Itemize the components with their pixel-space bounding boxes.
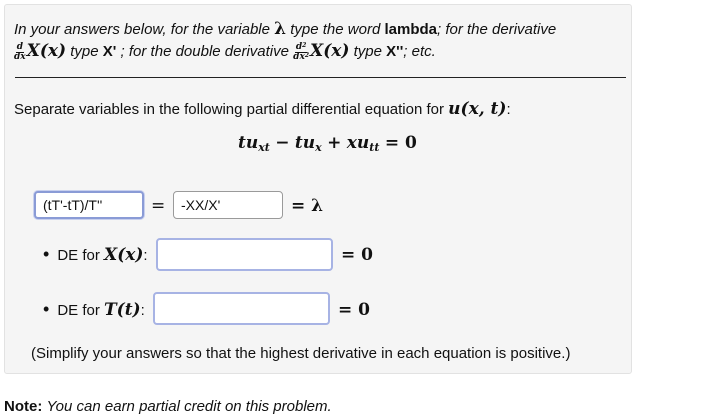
second-derivative-fraction bbox=[293, 43, 309, 62]
eq-subscript: tt bbox=[369, 141, 380, 154]
derivative-fraction bbox=[14, 43, 26, 62]
frac-sup: 2 bbox=[304, 51, 310, 59]
lambda-symbol: λ bbox=[274, 19, 287, 39]
instructions-text: type bbox=[353, 43, 382, 60]
eq-term: tu bbox=[238, 133, 259, 153]
prompt-text: Separate variables in the following partial differential equation for bbox=[14, 101, 444, 118]
eq-term: tu bbox=[294, 133, 316, 153]
partial-credit-note bbox=[4, 398, 332, 415]
eq-op: + bbox=[327, 133, 342, 153]
equals-lambda: = λ bbox=[291, 196, 324, 216]
lambda-word: lambda bbox=[384, 21, 437, 38]
frac-dx: dx bbox=[293, 51, 305, 62]
frac-d: d bbox=[295, 41, 303, 52]
pde-equation bbox=[238, 133, 417, 154]
de-t-input[interactable] bbox=[153, 292, 330, 325]
de-colon: : bbox=[143, 247, 148, 264]
de-t-label bbox=[43, 300, 145, 320]
instructions-text: type bbox=[70, 43, 99, 60]
de-t-rhs: = 0 bbox=[338, 300, 370, 320]
instructions-text: ; for the derivative bbox=[436, 21, 557, 38]
de-x-rhs: = 0 bbox=[341, 245, 373, 265]
bullet-icon: • bbox=[43, 299, 50, 319]
instructions-text: In your answers below, for the variable bbox=[14, 21, 270, 38]
instructions-text: type the word bbox=[290, 21, 381, 38]
de-label-text: DE for bbox=[57, 247, 100, 264]
note-text: You can earn partial credit on this problem. bbox=[46, 398, 332, 415]
bullet-icon: • bbox=[43, 244, 50, 264]
note-label: Note: bbox=[4, 398, 43, 415]
math-X-of-x: X(x) bbox=[104, 245, 144, 265]
eq-subscript: xt bbox=[258, 141, 270, 154]
frac-sup: 2 bbox=[302, 41, 307, 49]
prompt-colon: : bbox=[506, 101, 511, 118]
equals-sign: = bbox=[151, 196, 166, 216]
eq-term: xu bbox=[346, 133, 370, 153]
math-u-of-xt: u(x, t) bbox=[448, 99, 507, 119]
instructions-line-1 bbox=[14, 19, 556, 39]
frac-numerator: d bbox=[16, 41, 23, 52]
instructions-line-2 bbox=[14, 41, 436, 62]
x-prime-code: X' bbox=[102, 43, 117, 60]
x-double-prime-code: X'' bbox=[386, 43, 404, 60]
de-colon: : bbox=[140, 302, 145, 319]
instructions-text: ; etc. bbox=[403, 43, 436, 60]
separated-t-input[interactable] bbox=[34, 191, 144, 219]
instructions-text: ; for the double derivative bbox=[120, 43, 289, 60]
eq-subscript: x bbox=[315, 141, 322, 154]
problem-prompt bbox=[14, 99, 511, 119]
math-T-of-t: T(t) bbox=[104, 300, 141, 320]
de-x-label bbox=[43, 245, 148, 265]
separated-x-input[interactable] bbox=[173, 191, 283, 219]
de-label-text: DE for bbox=[57, 302, 100, 319]
eq-op: − bbox=[275, 133, 290, 153]
frac-denominator bbox=[293, 53, 309, 62]
math-X-of-x: X(x) bbox=[310, 41, 350, 61]
simplify-note: (Simplify your answers so that the highest derivative in each equation is positive.) bbox=[31, 345, 571, 362]
eq-rhs: = 0 bbox=[384, 133, 417, 153]
math-X-of-x: X(x) bbox=[26, 41, 67, 61]
frac-denominator: dx bbox=[14, 51, 26, 62]
divider bbox=[15, 77, 626, 78]
de-x-input[interactable] bbox=[156, 238, 333, 271]
problem-panel bbox=[4, 4, 632, 374]
